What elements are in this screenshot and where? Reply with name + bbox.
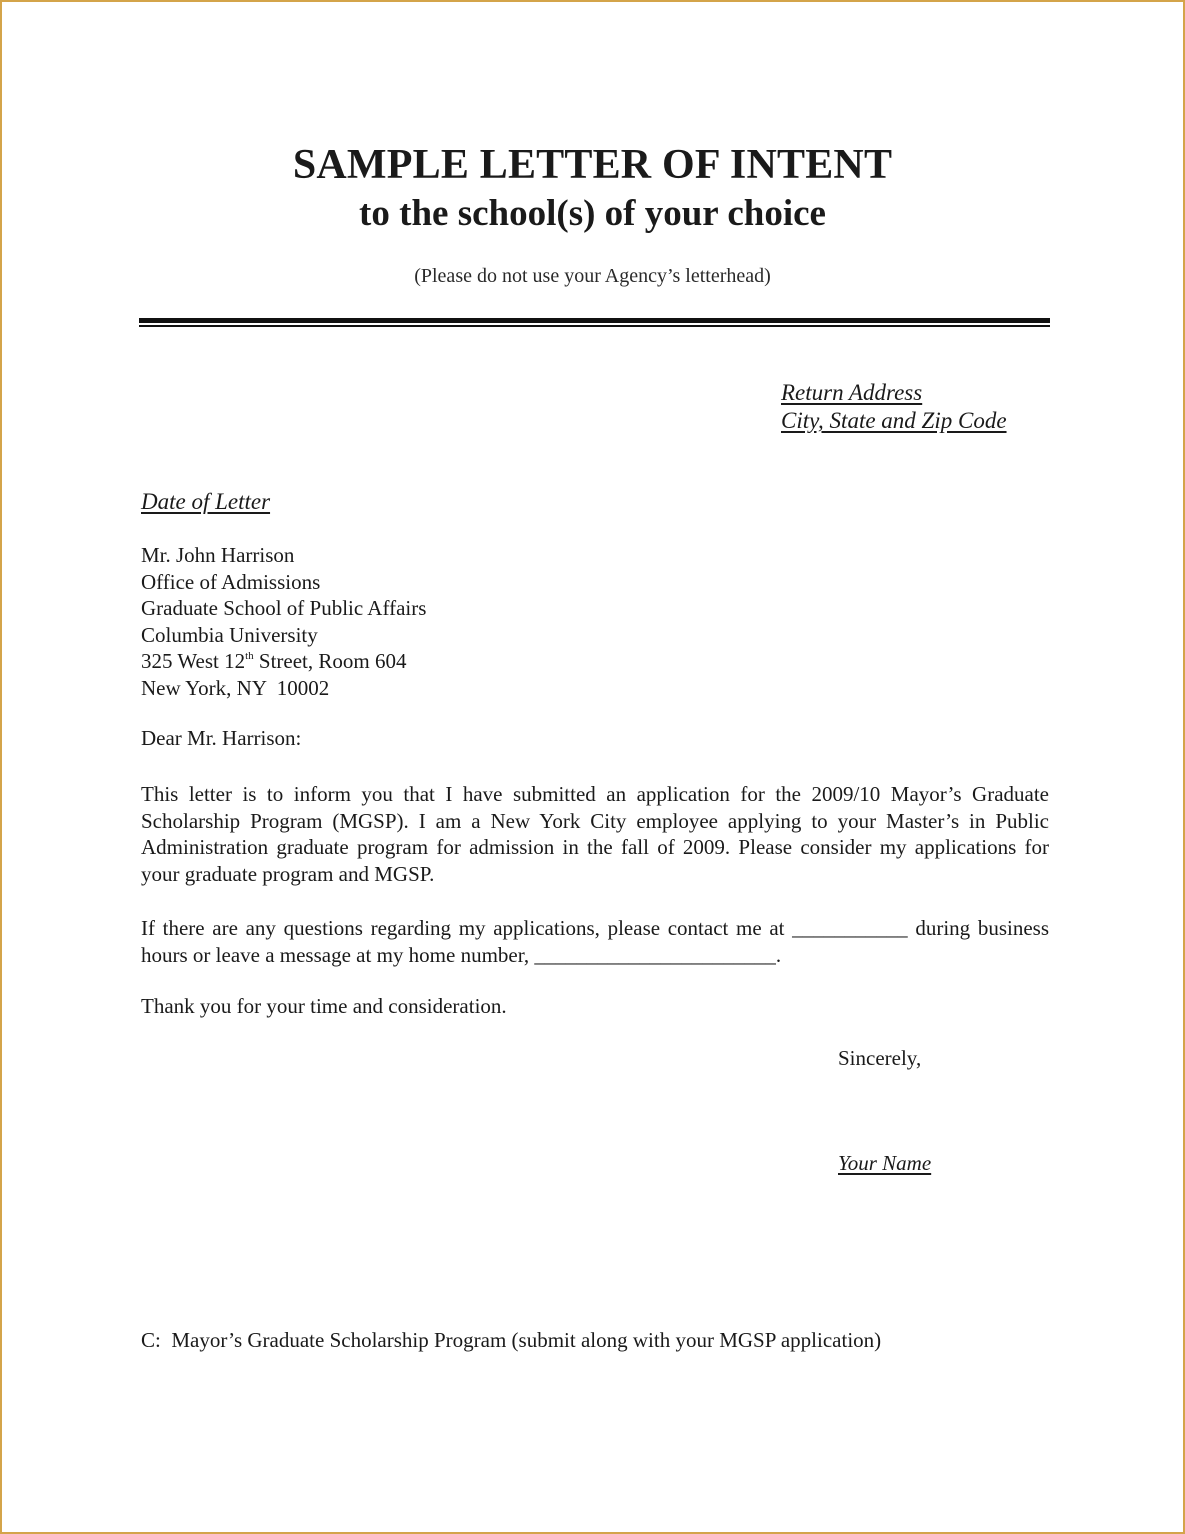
return-address: Return Address [781, 380, 923, 405]
street-rest: Street, Room 604 [253, 649, 407, 673]
recipient-name: Mr. John Harrison [141, 543, 295, 567]
city-state-zip: City, State and Zip Code [781, 408, 1007, 433]
body-paragraph-2: If there are any questions regarding my applications, please contact me at ___________ during business hours or leave a message at my home number, _______________________. [141, 916, 1049, 967]
recipient-city: New York, NY 10002 [141, 675, 330, 700]
recipient-school: Graduate School of Public Affairs [141, 596, 427, 620]
thanks-line: Thank you for your time and consideration. [141, 994, 507, 1018]
cc-line: C: Mayor’s Graduate Scholarship Program (submit along with your MGSP application) [141, 1328, 882, 1352]
street-ordinal: th [245, 650, 254, 662]
recipient-street [141, 648, 426, 675]
letter-title: SAMPLE LETTER OF INTENT [292, 142, 893, 188]
sender-address-block [781, 379, 1007, 435]
recipient-address-block [141, 542, 426, 701]
letterhead-note: (Please do not use your Agency’s letterhead) [414, 265, 771, 287]
letter-subtitle: to the school(s) of your choice [359, 193, 826, 234]
body-paragraph-1: This letter is to inform you that I have submitted an application for the 2009/10 Mayor’s Graduate Scholarship Program (MGSP). I am a New York City employee applying to your Master’s in Public Administration graduate program for admission in the fall of 2009. Please consider my applications for your graduate program and MGSP. [141, 782, 1049, 886]
recipient-office: Office of Admissions [141, 569, 321, 594]
salutation: Dear Mr. Harrison: [141, 726, 302, 750]
date-of-letter: Date of Letter [141, 489, 271, 514]
recipient-university: Columbia University [141, 622, 318, 647]
sign-off: Sincerely, [838, 1046, 922, 1070]
street-number: 325 West 12 [141, 649, 246, 673]
header-rule-thin [139, 325, 1050, 327]
header-rule-thick [139, 318, 1050, 323]
signature-name: Your Name [838, 1151, 932, 1175]
